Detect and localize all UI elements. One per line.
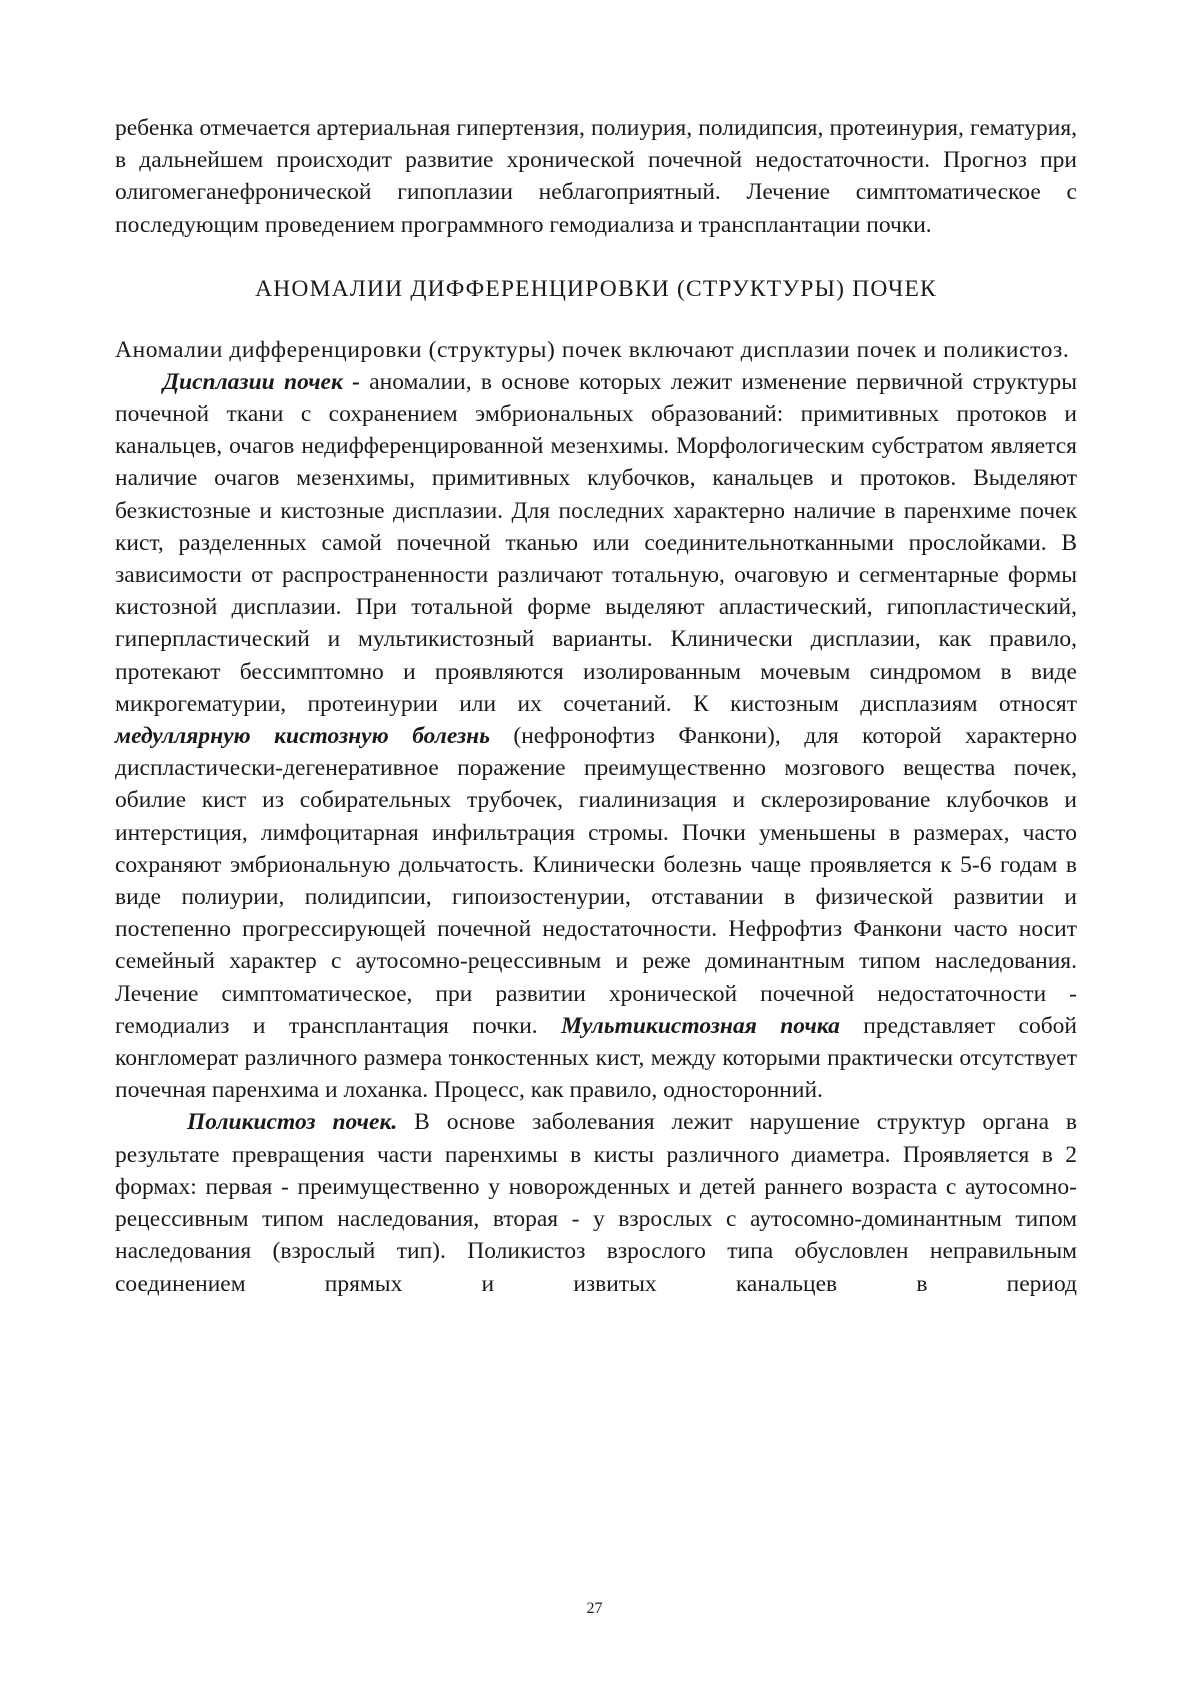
multicystic-kidney-term: Мультикистозная почка <box>561 1012 840 1039</box>
section-heading: АНОМАЛИИ ДИФФЕРЕНЦИРОВКИ (СТРУКТУРЫ) ПОЧЕК <box>255 275 937 302</box>
polycystic-paragraph <box>115 1106 1077 1299</box>
dysplasia-text-part3: представляет собой конгломерат различного размера тонкостенных кист, между которыми практически отсутствует почечная паренхима и лоханка. Процесс, как правило, односторонний. <box>115 1012 1078 1104</box>
dysplasia-term: Дисплазии почек - <box>163 368 360 395</box>
polycystic-term: Поликистоз почек. <box>187 1109 398 1136</box>
page-content <box>115 112 1077 1300</box>
page-number: 27 <box>586 1600 603 1617</box>
dysplasia-text-part2: (нефронофтиз Фанкони), для которой характерно диспластически-дегенеративное поражение преимущественно мозгового вещества почек, обилие кист из собирательных трубочек, гиалинизация и склерозирование клубочков и интерстиция, лимфоцитарная инфильтрация стромы. Почки уменьшены в размерах, часто сохраняют эмбриональную дольчатость. Клинически болезнь чаще проявляется к 5-6 годам в виде полиурии, полидипсии, гипоизостенурии, отставании в физической развитии и постепенно прогрессирующей почечной недостаточности. Нефрофтиз Фанкони часто носит семейный характер с аутосомно-рецессивным и реже доминантным типом наследования. Лечение симптоматическое, при развитии хронической почечной недостаточности - гемодиализ и трансплантация почки. <box>115 723 1077 1039</box>
polycystic-text: В основе заболевания лежит нарушение структур органа в результате превращения части паренхимы в кисты различного диаметра. Проявляется в 2 формах: первая - преимущественно у новорожденных и детей раннего возраста с аутосомно-рецессивным типом наследования, вторая - у взрослых с аутосомно-доминантным типом наследования (взрослый тип). Поликистоз взрослого типа обусловлен неправильным соединением прямых и извитых канальцев в период <box>115 1109 1078 1297</box>
section-intro-paragraph: Аномалии дифференцировки (структуры) почек включают дисплазии почек и поликистоз. <box>115 336 1070 363</box>
dysplasia-paragraph <box>115 366 1077 1107</box>
dysplasia-text-part1: аномалии, в основе которых лежит изменение первичной структуры почечной ткани с сохранением эмбриональных образований: примитивных протоков и канальцев, очагов недифференцированной мезенхимы. Морфологическим субстратом является наличие очагов мезенхимы, примитивных клубочков, канальцев и протоков. Выделяют безкистозные и кистозные дисплазии. Для последних характерно наличие в паренхиме почек кист, разделенных самой почечной тканью или соединительнотканными прослойками. В зависимости от распространенности различают тотальную, очаговую и сегментарные формы кистозной дисплазии. При тотальной форме выделяют апластический, гипопластический, гиперпластический и мультикистозный варианты. Клинически дисплазии, как правило, протекают бессимптомно и проявляются изолированным мочевым синдромом в виде микрогематурии, протеинурии или их сочетаний. К кистозным дисплазиям относят <box>115 368 1077 717</box>
medullary-cystic-disease-term: медуллярную кистозную болезнь <box>115 723 490 750</box>
intro-paragraph: ребенка отмечается артериальная гипертензия, полиурия, полидипсия, протеинурия, гематурия, в дальнейшем происходит развитие хронической почечной недостаточности. Прогноз при олигомеганефронической гипоплазии неблагоприятный. Лечение симптоматическое с последующим проведением программного гемодиализа и трансплантации почки. <box>115 115 1077 238</box>
